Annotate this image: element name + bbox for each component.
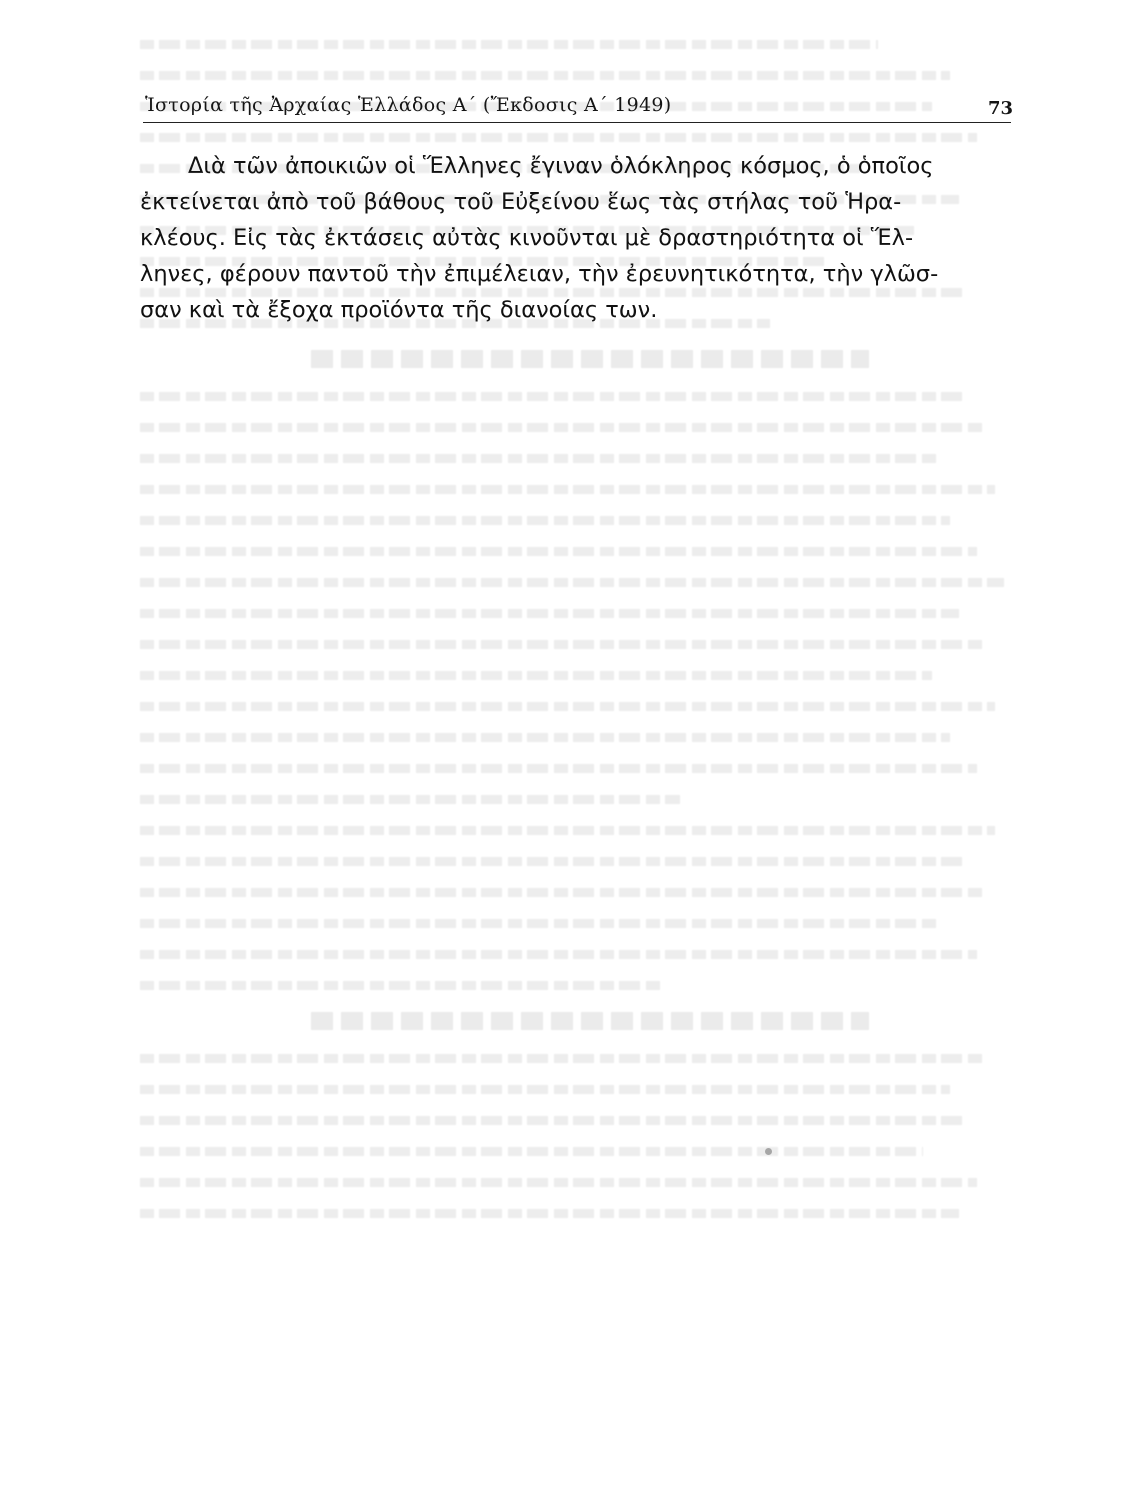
- page-number: 73: [987, 98, 1013, 119]
- paragraph-line: ἐκτείνεται ἀπὸ τοῦ βάθους τοῦ Εὐξείνου ἕως τὰς στήλας τοῦ Ἡρα-: [140, 189, 902, 215]
- paragraph-line: σαν καὶ τὰ ἔξοχα προϊόντα τῆς διανοίας των.: [140, 297, 658, 323]
- body-paragraph: [140, 148, 1020, 328]
- paragraph-line: Διὰ τῶν ἀποικιῶν οἱ Ἕλληνες ἔγιναν ὁλόκληρος κόσμος, ὁ ὁποῖος: [188, 153, 934, 179]
- running-header: [143, 94, 1015, 124]
- running-header-title: Ἱστορία τῆς Ἀρχαίας Ἑλλάδος Α΄ (Ἔκδοσις Α΄ 1949): [145, 94, 672, 116]
- paragraph-line: ληνες, φέρουν παντοῦ τὴν ἐπιμέλειαν, τὴν ἐρευνητικότητα, τὴν γλῶσ-: [140, 261, 939, 287]
- paragraph-line: κλέους. Εἰς τὰς ἐκτάσεις αὐτὰς κινοῦνται μὲ δραστηριότητα οἱ Ἕλ-: [140, 225, 914, 251]
- paper-speck: [765, 1148, 772, 1155]
- header-rule: [143, 122, 1011, 123]
